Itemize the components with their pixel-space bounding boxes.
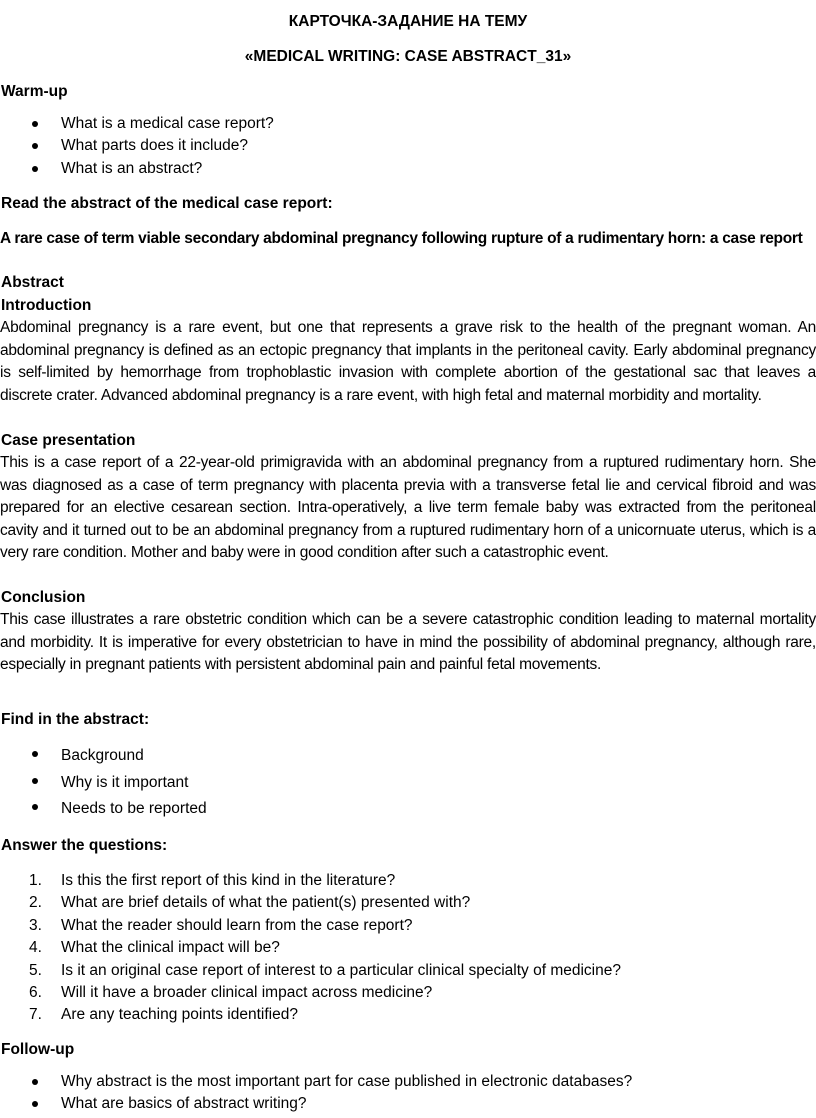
article-title: A rare case of term viable secondary abdominal pregnancy following rupture of a rudimentary horn: a case report [0,230,803,247]
item-text: What are brief details of what the patient(s) presented with? [61,894,471,912]
item-number: 3. [29,916,42,934]
item-text: Will it have a broader clinical impact across medicine? [61,983,433,1001]
list-item [0,915,816,937]
abstract-heading: Abstract [1,274,64,291]
list-item: What is an abstract? [0,158,816,180]
item-number: 2. [29,894,42,912]
list-item: Background [0,743,816,770]
answer-list [0,870,816,1027]
item-number: 5. [29,961,42,979]
list-item: What are basics of abstract writing? [0,1093,816,1115]
item-text: Is this the first report of this kind in the literature? [61,872,396,889]
conclusion-text: This case illustrates a rare obstetric condition which can be a severe catastrophic condition leading to maternal mortality and morbidity. It is imperative for every obstetrician to have in mind the possibility of abdominal pregnancy, although rare, especially in pregnant patients with persistent abdominal pain and painful fetal movements. [0,611,816,673]
list-item [0,892,816,914]
find-list [0,743,816,823]
page-subtitle: «MEDICAL WRITING: CASE ABSTRACT_31» [244,48,572,65]
list-item: Needs to be reported [0,796,816,823]
item-text: Are any teaching points identified? [61,1006,298,1024]
list-item: What parts does it include? [0,135,816,157]
item-number: 6. [29,983,42,1001]
page-title: КАРТОЧКА-ЗАДАНИЕ НА ТЕМУ [288,13,528,30]
item-number: 4. [29,939,42,957]
warmup-heading: Warm-up [1,83,68,100]
list-item: What is a medical case report? [0,113,816,135]
list-item [0,982,816,1004]
item-text: Is it an original case report of interest to a particular clinical specialty of medicine? [61,961,621,979]
item-text: What the reader should learn from the case report? [61,916,413,934]
read-heading: Read the abstract of the medical case report: [1,195,333,212]
find-heading: Find in the abstract: [1,711,150,728]
list-item [0,870,816,892]
list-item [0,937,816,959]
list-item [0,1004,816,1026]
item-number: 7. [29,1006,42,1024]
introduction-text: Abdominal pregnancy is a rare event, but one that represents a grave risk to the health of the pregnant woman. An abdominal pregnancy is defined as an ectopic pregnancy that implants in the peritoneal cavity. Early abdominal pregnancy is self-limited by hemorrhage from trophoblastic invasion with complete abortion of the gestational sac that leaves a discrete crater. Advanced abdominal pregnancy is a rare event, with high fetal and maternal morbidity and mortality. [0,319,816,404]
list-item [0,960,816,982]
case-presentation-text: This is a case report of a 22-year-old primigravida with an abdominal pregnancy from a ruptured rudimentary horn. She was diagnosed as a case of term pregnancy with placenta previa with a transverse fetal lie and cervical fibroid and was prepared for an elective cesarean section. Intra-operatively, a live term female baby was extracted from the peritoneal cavity and it turned out to be an abdominal pregnancy from a ruptured rudimentary horn of a unicornuate uterus, which is a very rare condition. Mother and baby were in good condition after such a catastrophic event. [0,454,816,561]
item-number: 1. [29,872,42,889]
list-item: Why is it important [0,770,816,797]
conclusion-heading: Conclusion [1,589,86,606]
warmup-list [0,113,816,180]
item-text: What the clinical impact will be? [61,939,280,957]
answer-heading: Answer the questions: [1,837,168,854]
case-presentation-heading: Case presentation [1,432,136,449]
list-item: Why abstract is the most important part for case published in electronic databases? [0,1071,816,1093]
followup-list [0,1071,816,1116]
introduction-heading: Introduction [1,297,92,314]
followup-heading: Follow-up [1,1041,75,1058]
